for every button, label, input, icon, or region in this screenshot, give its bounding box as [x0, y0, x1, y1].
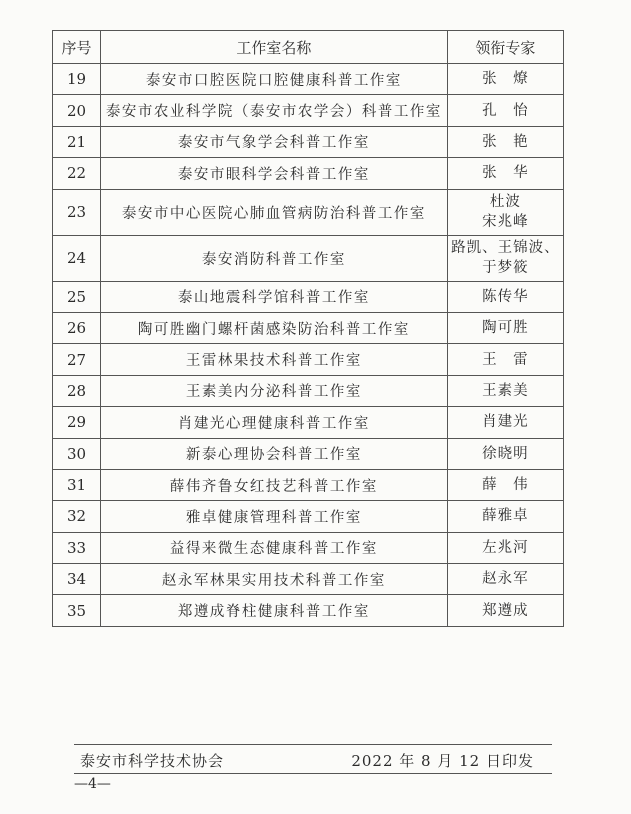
lead-expert: [447, 344, 563, 375]
expert-name-line: 宋兆峰: [482, 214, 529, 231]
lead-expert: [447, 95, 563, 126]
lead-expert: [447, 407, 563, 438]
table-row: [53, 438, 564, 469]
lead-expert: [447, 469, 563, 500]
expert-name-line: 陈传华: [482, 288, 529, 305]
row-number: 25: [53, 281, 101, 312]
row-number: 32: [53, 501, 101, 532]
table-row: [53, 407, 564, 438]
lead-expert: [447, 158, 563, 189]
table-row: [53, 595, 564, 626]
lead-expert: [447, 126, 563, 157]
studio-name: 泰安消防科普工作室: [101, 235, 448, 281]
table-row: [53, 281, 564, 312]
table-row: [53, 501, 564, 532]
lead-expert: [447, 375, 563, 406]
table-row: [53, 235, 564, 281]
table-row: [53, 564, 564, 595]
expert-name-line: 杜波: [489, 194, 521, 211]
footer-date: 2022 年 8 月 12 日印发: [351, 752, 534, 770]
expert-name-line: 赵永军: [482, 571, 529, 588]
table-row: [53, 469, 564, 500]
studio-name: 王雷林果技术科普工作室: [101, 344, 448, 375]
footer-issuer: 泰安市科学技术协会: [80, 752, 225, 770]
lead-expert: [447, 501, 563, 532]
row-number: 23: [53, 189, 101, 235]
studio-name: 泰山地震科学馆科普工作室: [101, 281, 448, 312]
row-number: 30: [53, 438, 101, 469]
studio-name: 赵永军林果实用技术科普工作室: [101, 564, 448, 595]
studio-name: 薛伟齐鲁女红技艺科普工作室: [101, 469, 448, 500]
table-row: [53, 344, 564, 375]
table-body: [53, 64, 564, 627]
lead-expert: [447, 189, 563, 235]
page-number: —4—: [74, 776, 111, 792]
table-row: [53, 95, 564, 126]
lead-expert: [447, 281, 563, 312]
row-number: 20: [53, 95, 101, 126]
row-number: 31: [53, 469, 101, 500]
lead-expert: [447, 64, 563, 95]
expert-name-line: 孔 怡: [482, 102, 529, 119]
expert-name-line: 肖建光: [482, 414, 529, 431]
studio-name: 陶可胜幽门螺杆菌感染防治科普工作室: [101, 312, 448, 343]
lead-expert: [447, 564, 563, 595]
row-number: 34: [53, 564, 101, 595]
header-number: 序号: [53, 31, 101, 64]
table-row: [53, 64, 564, 95]
lead-expert: [447, 595, 563, 626]
lead-expert: [447, 438, 563, 469]
expert-name-line: 陶可胜: [482, 320, 529, 337]
expert-name-line: 徐晓明: [482, 445, 529, 462]
expert-name-line: 左兆河: [482, 539, 529, 556]
row-number: 21: [53, 126, 101, 157]
lead-expert: [447, 312, 563, 343]
table-row: [53, 375, 564, 406]
expert-studio-table: [52, 30, 564, 627]
row-number: 27: [53, 344, 101, 375]
table-row: [53, 312, 564, 343]
row-number: 24: [53, 235, 101, 281]
studio-name: 雅卓健康管理科普工作室: [101, 501, 448, 532]
expert-name-line: 张 艳: [482, 133, 529, 150]
row-number: 29: [53, 407, 101, 438]
footer-bar: [74, 744, 552, 774]
row-number: 28: [53, 375, 101, 406]
table-header-row: [53, 31, 564, 64]
studio-name: 肖建光心理健康科普工作室: [101, 407, 448, 438]
row-number: 19: [53, 64, 101, 95]
expert-name-line: 薛 伟: [482, 477, 529, 494]
expert-name-line: 王素美: [482, 382, 529, 399]
studio-name: 泰安市口腔医院口腔健康科普工作室: [101, 64, 448, 95]
studio-name: 泰安市气象学会科普工作室: [101, 126, 448, 157]
expert-name-line: 张 燎: [482, 71, 529, 88]
table-row: [53, 189, 564, 235]
row-number: 33: [53, 532, 101, 563]
studio-name: 新泰心理协会科普工作室: [101, 438, 448, 469]
table-row: [53, 158, 564, 189]
studio-name: 泰安市农业科学院（泰安市农学会）科普工作室: [101, 95, 448, 126]
row-number: 35: [53, 595, 101, 626]
studio-name: 王素美内分泌科普工作室: [101, 375, 448, 406]
row-number: 26: [53, 312, 101, 343]
studio-name: 郑遵成脊柱健康科普工作室: [101, 595, 448, 626]
expert-name-line: 郑遵成: [482, 602, 529, 619]
studio-name: 益得来微生态健康科普工作室: [101, 532, 448, 563]
lead-expert: [447, 532, 563, 563]
expert-name-line: 路凯、王锦波、: [451, 240, 560, 257]
header-lead-expert: 领衔专家: [447, 31, 563, 64]
studio-name: 泰安市眼科学会科普工作室: [101, 158, 448, 189]
row-number: 22: [53, 158, 101, 189]
table-row: [53, 532, 564, 563]
studio-name: 泰安市中心医院心肺血管病防治科普工作室: [101, 189, 448, 235]
expert-name-line: 薛雅卓: [482, 508, 529, 525]
expert-name-line: 王 雷: [482, 351, 529, 368]
expert-name-line: 于梦筱: [482, 260, 529, 277]
expert-name-line: 张 华: [482, 165, 529, 182]
header-studio-name: 工作室名称: [101, 31, 448, 64]
lead-expert: [447, 235, 563, 281]
table-row: [53, 126, 564, 157]
